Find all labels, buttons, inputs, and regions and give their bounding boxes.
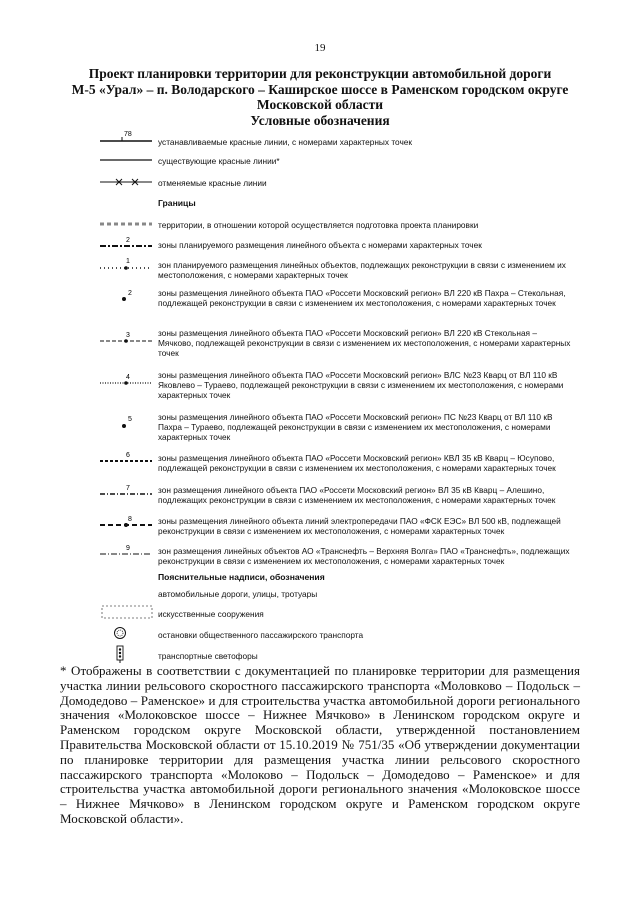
legend-text-existing-red-line: существующие красные линии*: [158, 156, 280, 166]
legend-text-artificial-structures: искусственные сооружения: [158, 609, 264, 619]
legend-symbol-label: 5: [128, 416, 132, 423]
legend-text-zone-vl220-steklyannaya: зоны размещения линейного объекта ПАО «Россети Московский регион» ВЛ 220 кВ Стекольная – Мячково, подлежащей реконструкции в связи с изменением их местоположения, с номерами характерных точек: [158, 328, 571, 358]
legend-symbol-zone-vl35-aleshino: [96, 481, 156, 505]
legend-text-zone-ps23: зоны размещения линейного объекта ПАО «Россети Московский регион» ПС №23 Кварц от ВЛ 110 кВ Пахра – Тураево, подлежащей реконструкции в связи с изменением их местоположения, с номерами характерных точек: [158, 412, 553, 442]
legend-text-traffic-lights: транспортные светофоры: [158, 651, 258, 661]
legend-symbol-label: 7: [126, 485, 130, 492]
legend-text-roads: автомобильные дороги, улицы, тротуары: [158, 589, 318, 599]
legend-symbol-zone-1: [96, 254, 156, 278]
legend-text-planning-territory: территории, в отношении которой осуществляется подготовка проекта планировки: [158, 220, 479, 230]
legend-text-bus-stops: остановки общественного пассажирского транспорта: [158, 630, 364, 640]
legend-symbol-zone-transneft: [96, 541, 156, 565]
legend-text-zone-kvl35: зоны размещения линейного объекта ПАО «Россети Московский регион» КВЛ 35 кВ Кварц – Юсупово, подлежащей реконструкции в связи с изменением их местоположения, с номерами характерных точек: [158, 453, 556, 473]
legend-symbol-label: 6: [126, 452, 130, 459]
title-line-2: М-5 «Урал» – п. Володарского – Каширское шоссе в Раменском городском округе: [71, 81, 569, 97]
legend-symbol-label: 3: [126, 332, 130, 339]
legend-text-cancelled-red-line: отменяемые красные линии: [158, 178, 267, 188]
legend-text-zone-2: зоны планируемого размещения линейного объекта с номерами характерных точек: [158, 240, 482, 250]
title-line-1: Проект планировки территории для реконструкции автомобильной дороги: [88, 66, 552, 81]
legend-symbol-label: 9: [126, 545, 130, 552]
legend-symbol-zone-vls23: [96, 370, 156, 394]
legend-text-zone-vls23: зоны размещения линейного объекта ПАО «Россети Московский регион» ВЛС №23 Кварц от ВЛ 110 кВ Яковлево – Тураево, подлежащей реконструкции в связи с изменением их местоположения, с номерами характерных точек: [158, 370, 564, 400]
title-line-4: Условные обозначения: [250, 112, 390, 128]
legend-symbol-label: 8: [128, 516, 132, 523]
legend-symbol-existing-red-line: [96, 148, 156, 172]
page-number: 19: [314, 42, 326, 54]
legend-symbol-label: 78: [124, 131, 132, 138]
legend-symbol-zone-kvl35: [96, 448, 156, 472]
legend-symbol-cancelled-red-line: [96, 170, 156, 194]
legend-symbol-label: 2: [128, 290, 132, 297]
legend-text-zone-1: зон планируемого размещения линейных объектов, подлежащих реконструкции в связи с изменением их местоположения, с номерами характерных точек: [158, 260, 566, 280]
legend-text-new-red-line: устанавливаемые красные линии, с номерами характерных точек: [158, 137, 413, 147]
legend-heading-borders: Границы: [158, 198, 196, 208]
footnote: * Отображены в соответствии с документацией по планировке территории для размещения участка линии рельсового скоростного пассажирского транспорта «Моловково – Подольск – Домодедово – Раменское» и для строительства участка автомобильной дороги регионального значения «Молоковское шоссе – Нижнее Мячково» в Ленинском городском округе и Раменском городском округе Московской области, утвержденной постановлением Правительства Московской области от 15.10.2019 № 751/35 «Об утверждении документации по планировке территории для размещения участка линии рельсового скоростного пассажирского транспорта «Молоково – Подольск – Домодедово – Раменское» и для строительства участка автомобильной дороги регионального значения «Молоковское шоссе – Нижнее Мячково» в Ленинском городском округе и Раменском городском округе Московской области».: [60, 663, 580, 826]
legend-text-zone-vl220-pakhra: зоны размещения линейного объекта ПАО «Россети Московский регион» ВЛ 220 кВ Пахра – Стекольная, подлежащей реконструкции в связи с изменением их местоположения, с номерами характерных точек: [158, 288, 566, 308]
legend-symbol-zone-vl500: [96, 512, 156, 536]
title-line-3: Московской области: [256, 97, 384, 112]
legend-text-zone-vl35-aleshino: зон размещения линейного объекта ПАО «Россети Московский регион» ВЛ 35 кВ Кварц – Алешино, подлежащих реконструкции в связи с изменением их местоположения, с номерами характерных точек: [158, 485, 556, 505]
legend-heading-notes: Пояснительные надписи, обозначения: [158, 572, 325, 582]
legend-symbol-label: 1: [126, 258, 130, 265]
legend-symbol-zone-ps23: [96, 412, 156, 436]
legend-symbol-label: 4: [126, 374, 130, 381]
legend-text-zone-vl500: зоны размещения линейного объекта линий электропередачи ПАО «ФСК ЕЭС» ВЛ 500 кВ, подлежащей реконструкции в связи с изменением их местоположения, с номерами характерных точек: [158, 516, 561, 536]
legend-symbol-label: 2: [126, 237, 130, 244]
legend-symbol-zone-vl220-pakhra: [96, 286, 156, 310]
legend-text-zone-transneft: зон размещения линейных объектов АО «Транснефть – Верхняя Волга» ПАО «Транснефть», подлежащих реконструкции в связи с изменением их местоположения, с номерами характерных точек: [158, 546, 570, 566]
legend-symbol-zone-vl220-steklyannaya: [96, 328, 156, 352]
